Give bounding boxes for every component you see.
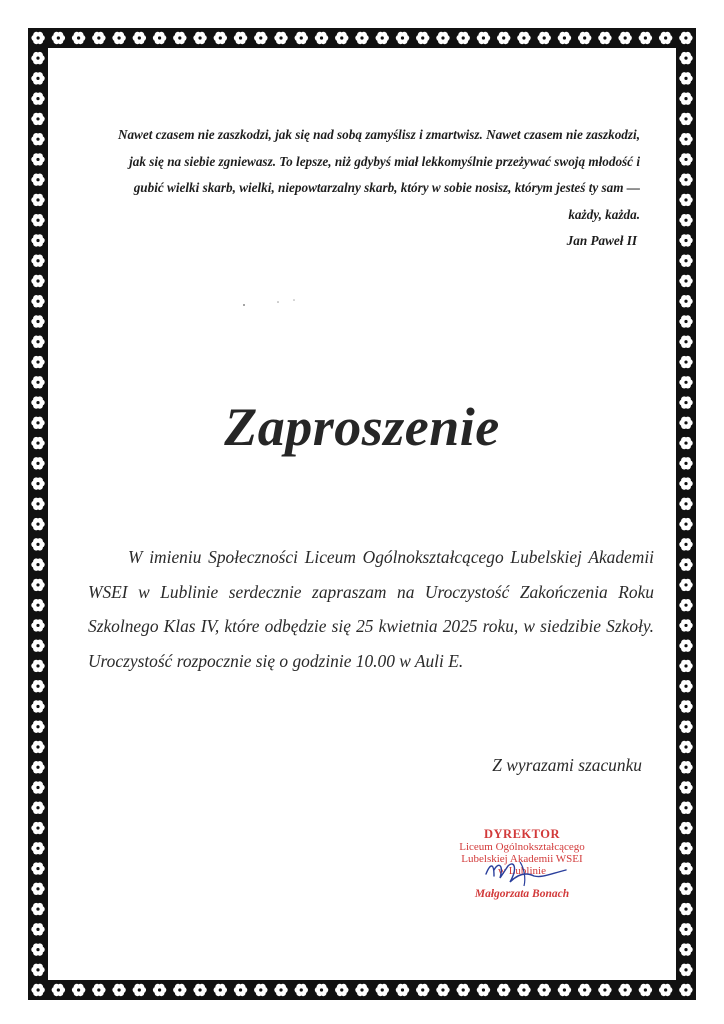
page-title: Zaproszenie: [224, 397, 500, 457]
invitation-body: W imieniu Społeczności Liceum Ogólnokształcącego Lubelskiej Akademii WSEI w Lublinie serdecznie zapraszam na Uroczystość Zakończenia Roku Szkolnego Klas IV, które odbędzie się 25 kwietnia 2025 roku, w siedzibie Szkoły. Uroczystość rozpocznie się o godzinie 10.00 w Auli E.: [88, 547, 654, 671]
stamp-city-line: w Lublinie: [498, 865, 546, 877]
closing-phrase: Z wyrazami szacunku: [492, 755, 642, 775]
quote-text: Nawet czasem nie zaszkodzi, jak się nad sobą zamyślisz i zmartwisz. Nawet czasem nie zaszkodzi, jak się na siebie zgniewasz. To lepsze, niż gdybyś miał lekkomyślnie przeżywać swoją młodość i gubić wielki skarb, wielki, niepowtarzalny skarb, który w sobie nosisz, którym jesteś ty sam — każdy, każda.: [117, 127, 640, 222]
handwritten-signature: [480, 852, 580, 892]
scan-specks: [228, 296, 348, 310]
stamp-academy-line: Lubelskiej Akademii WSEI: [461, 853, 583, 865]
quote-author: Jan Paweł II: [566, 233, 637, 248]
stamp-name: Małgorzata Bonach: [474, 888, 570, 900]
stamp-school-line: Liceum Ogólnokształcącego: [459, 841, 585, 853]
stamp-title: DYREKTOR: [483, 827, 560, 841]
